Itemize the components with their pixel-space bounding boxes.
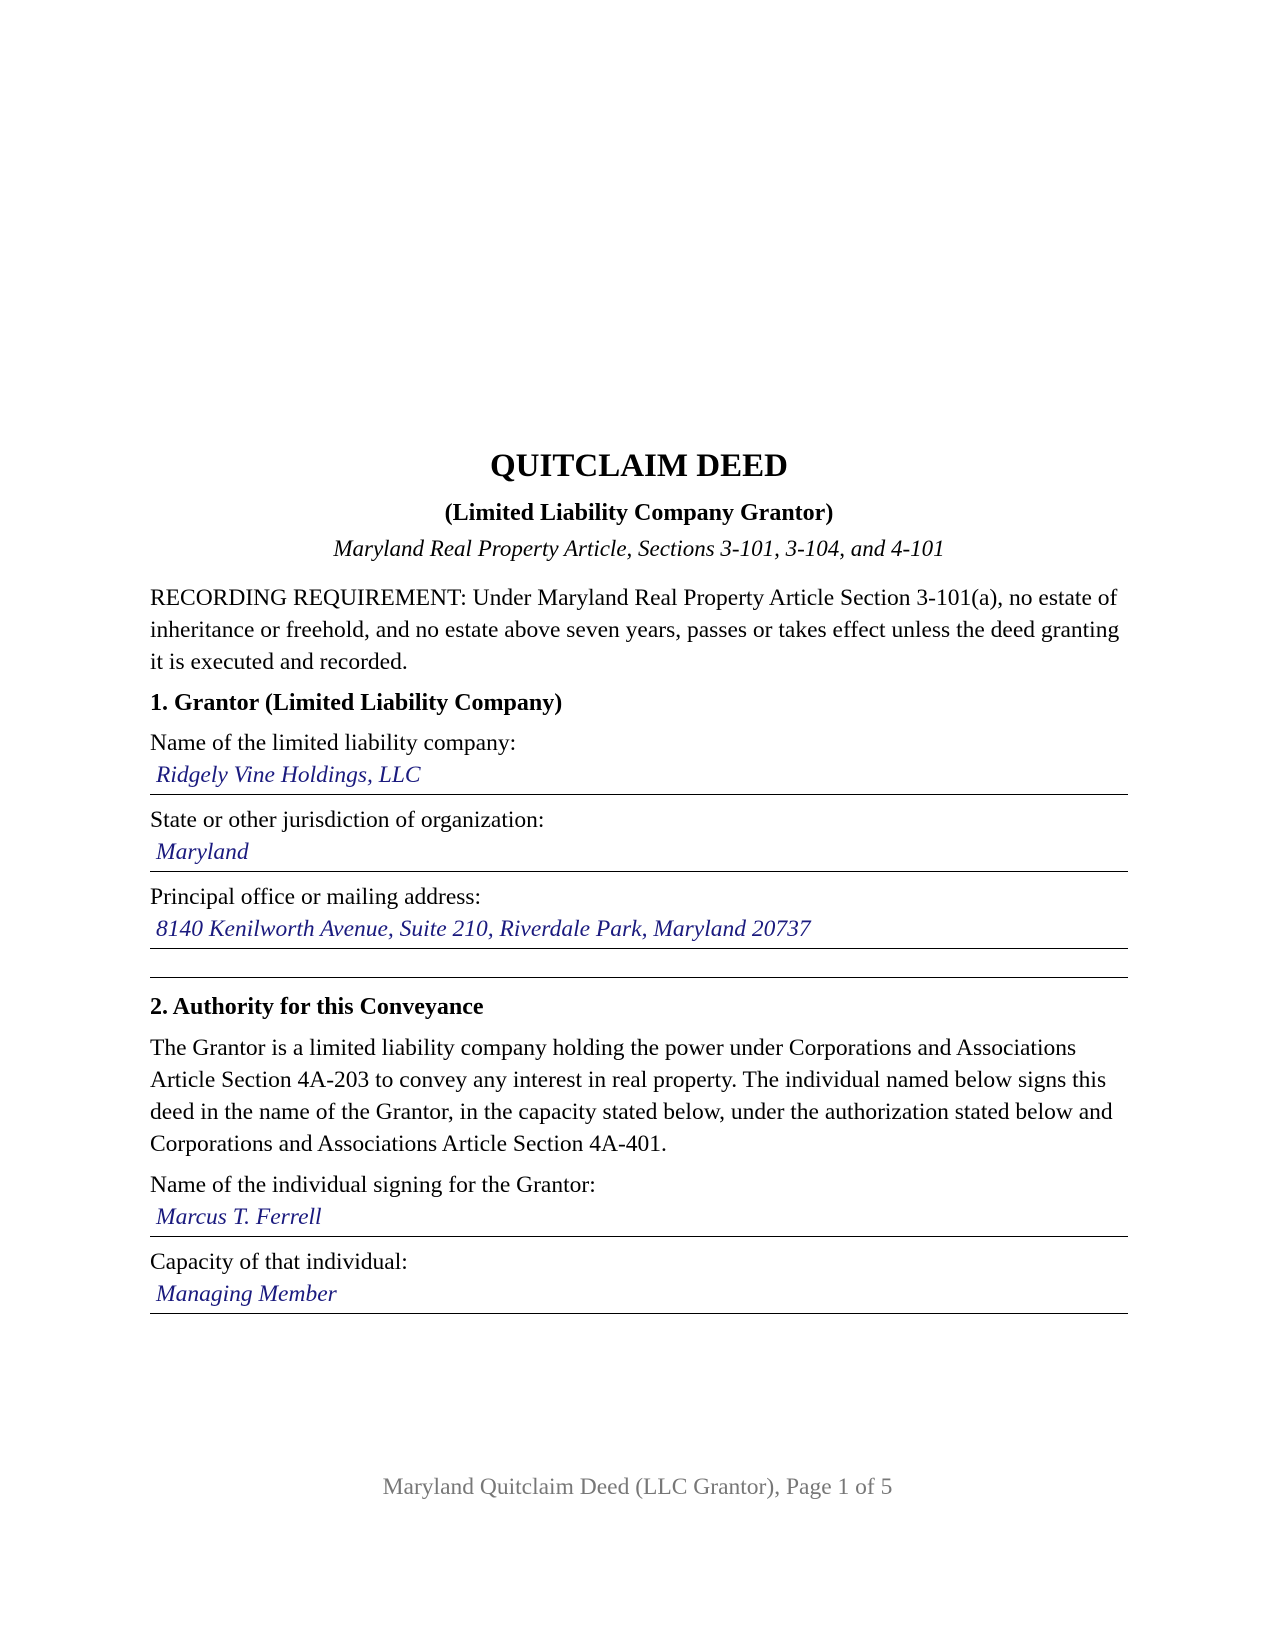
section-grantor (150, 688, 1128, 978)
document-title: QUITCLAIM DEED (490, 448, 788, 484)
llc-name-field[interactable]: Ridgely Vine Holdings, LLC (150, 760, 1128, 795)
jurisdiction-field[interactable]: Maryland (150, 837, 1128, 872)
field-jurisdiction (150, 805, 1128, 872)
field-label: Principal office or mailing address: (150, 884, 482, 910)
field-llc-name (150, 728, 1128, 795)
signer-name-field[interactable]: Marcus T. Ferrell (150, 1202, 1128, 1237)
signer-capacity-field[interactable]: Managing Member (150, 1279, 1128, 1314)
field-signer-name (150, 1170, 1128, 1237)
field-signer-capacity (150, 1247, 1128, 1314)
document-content (150, 446, 1128, 1314)
recording-requirement-notice: RECORDING REQUIREMENT: Under Maryland Real Property Article Section 3-101(a), no estate of inheritance or freehold, and no estate above seven years, passes or takes effect unless the deed granting it is executed and recorded. (150, 585, 1120, 675)
address-field[interactable]: 8140 Kenilworth Avenue, Suite 210, Riverdale Park, Maryland 20737 (150, 914, 1128, 949)
field-label: Name of the limited liability company: (150, 730, 517, 756)
authority-paragraph: The Grantor is a limited liability company holding the power under Corporations and Associations Article Section 4A-203 to convey any interest in real property. The individual named below signs this deed in the name of the Grantor, in the capacity stated below, under the authorization stated below and Corporations and Associations Article Section 4A-401. (150, 1035, 1113, 1157)
section-authority (150, 992, 1128, 1314)
section-heading-authority: 2. Authority for this Conveyance (150, 994, 484, 1020)
field-address (150, 882, 1128, 978)
address-continuation-line[interactable] (150, 949, 1128, 978)
section-heading-grantor: 1. Grantor (Limited Liability Company) (150, 690, 563, 716)
field-label: Name of the individual signing for the Grantor: (150, 1172, 596, 1198)
field-label: State or other jurisdiction of organization: (150, 807, 545, 833)
page-footer: Maryland Quitclaim Deed (LLC Grantor), Page 1 of 5 (382, 1474, 893, 1500)
field-label: Capacity of that individual: (150, 1249, 408, 1275)
document-subtitle: (Limited Liability Company Grantor) (444, 500, 834, 526)
statutory-citation: Maryland Real Property Article, Sections 3-101, 3-104, and 4-101 (333, 536, 945, 561)
